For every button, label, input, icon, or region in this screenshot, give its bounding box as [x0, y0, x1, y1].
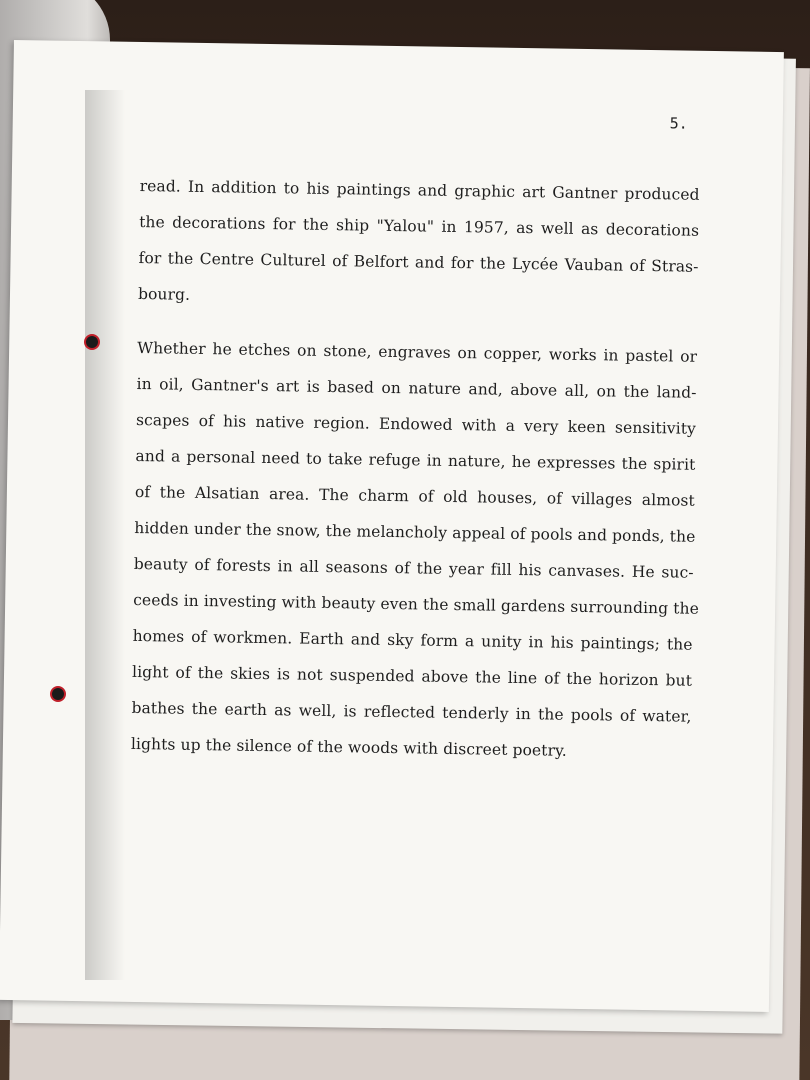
- text-line: light of the skies is not suspended above the line of the horizon but: [131, 662, 693, 690]
- text-line: bathes the earth as well, is reflected tenderly in the pools of water,: [131, 698, 692, 726]
- text-line: ceeds in investing with beauty even the small gardens surrounding the: [133, 590, 700, 618]
- paragraph-1: [138, 168, 700, 321]
- text-line: scapes of his native region. Endowed with a very keen sensitivity: [135, 410, 697, 438]
- text-line: Whether he etches on stone, engraves on copper, works in pastel or: [137, 338, 698, 366]
- text-line: bourg.: [137, 284, 191, 304]
- page-curl-shadow: [85, 90, 125, 980]
- binder-hole-bottom: [52, 688, 64, 700]
- binder-hole-top: [86, 336, 98, 348]
- text-line: hidden under the snow, the melancholy appeal of pools and ponds, the: [134, 518, 696, 546]
- body-text: [131, 168, 700, 771]
- paragraph-2: [131, 330, 698, 771]
- text-line: homes of workmen. Earth and sky form a unity in his paintings; the: [132, 626, 693, 654]
- text-line: beauty of forests in all seasons of the year fill his canvases. He suc-: [133, 554, 694, 582]
- text-line: lights up the silence of the woods with discreet poetry.: [130, 734, 568, 760]
- page-number: 5.: [669, 114, 688, 133]
- text-line: read. In addition to his paintings and graphic art Gantner produced: [139, 176, 700, 204]
- text-line: the decorations for the ship "Yalou" in 1957, as well as decorations: [139, 212, 700, 240]
- text-line: for the Centre Culturel of Belfort and for the Lycée Vauban of Stras-: [138, 248, 699, 276]
- text-line: in oil, Gantner's art is based on nature and, above all, on the land-: [136, 374, 697, 402]
- text-line: and a personal need to take refuge in nature, he expresses the spirit: [135, 446, 696, 474]
- text-line: of the Alsatian area. The charm of old houses, of villages almost: [134, 482, 695, 510]
